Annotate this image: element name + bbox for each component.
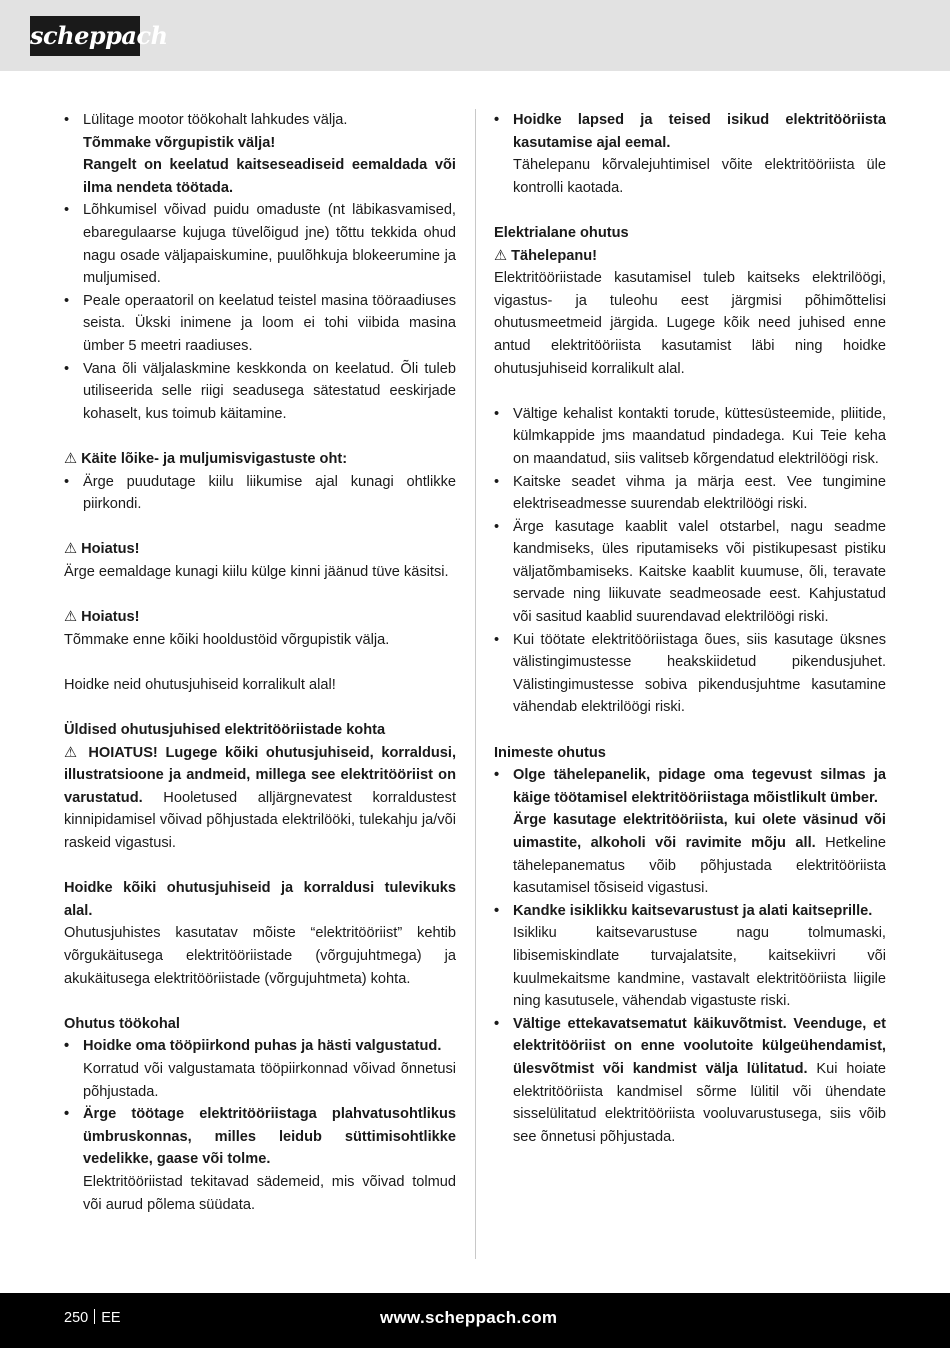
warning-triangle-icon: ⚠ [64, 541, 78, 558]
section-heading: Ohutus töökohal [64, 1015, 180, 1032]
paragraph: Ohutusjuhistes kasutatav mõiste “elektritööriist” kehtib võrgukäitusega elektritööriistade (võrgujuhtmega) ja akukäitusega elektritööriistade (võrgujuhtmeta) kohta. [64, 925, 456, 987]
paragraph: Hoidke kõiki ohutusjuhiseid ja korraldusi tulevikuks alal. [64, 880, 456, 919]
list-item: • Vana õli väljalaskmine keskkonda on keelatud. Õli tuleb utiliseerida selle riigi seadusega sätestatud eeskirjade kohaselt, kus toimub käitamine. [64, 358, 456, 426]
paragraph: ⚠ HOIATUS! Lugege kõiki ohutusjuhiseid, korraldusi, illustratsioone ja andmeid, millega see elektritööriist on varustatud. Hooletused alljärgnevatest korraldustest kinnipidamisel võivad põhjustada elektrilööki, tulekahju ja/või raskeid vigastusi. [64, 744, 456, 851]
list-item: • Lülitage mootor töökohalt lahkudes välja. Tõmmake võrgupistik välja! Rangelt on keelatud kaitseseadiseid eemaldada või ilma nendeta töötada. [64, 109, 456, 199]
list-item: • Peale operaatoril on keelatud teistel masina tööraadiuses seista. Ükski inimene ja loom ei tohi viibida masina ümber 5 meetri raadiuses. [64, 290, 456, 358]
warning-triangle-icon: ⚠ [64, 609, 78, 626]
section-heading: Üldised ohutusjuhised elektritööriistade kohta [64, 722, 386, 739]
list-item: • Vältige kehalist kontakti torude, küttesüsteemide, pliitide, külmkappide jms maandatud pindadega. Kui Teie keha on maandatud, siis valitseb kõrgendatud elektrilöögi risk. [494, 403, 886, 471]
list-item: • Ärge puudutage kiilu liikumise ajal kunagi ohtlikke piirkondi. [64, 471, 456, 516]
warning-heading: ⚠ Hoiatus! [64, 609, 140, 626]
section-heading: Elektrialane ohutus [494, 224, 629, 241]
paragraph: Ärge eemaldage kunagi kiilu külge kinni jäänud tüve käsitsi. [64, 563, 449, 580]
paragraph: Hoidke neid ohutusjuhiseid korralikult alal! [64, 676, 336, 693]
warning-triangle-icon: ⚠ [64, 744, 89, 761]
section-heading: Inimeste ohutus [494, 744, 606, 761]
warning-heading: ⚠ Hoiatus! [64, 541, 140, 558]
list-item: • Kaitske seadet vihma ja märja eest. Vee tungimine elektriseadmesse suurendab elektrilöögi riski. [494, 471, 886, 516]
left-column [64, 109, 456, 1216]
warning-triangle-icon: ⚠ [494, 247, 508, 264]
page-footer [0, 1293, 950, 1348]
right-column [494, 109, 886, 1148]
list-item: • Hoidke oma tööpiirkond puhas ja hästi valgustatud. Korratud või valgustamata tööpiirkonnad võivad õnnetusi põhjustada. [64, 1035, 456, 1103]
list-item: • Ärge töötage elektritööriistaga plahvatusohtlikus ümbruskonnas, milles leidub süttimisohtlikke vedelikke, gaase või tolme. Elektritööriistad tekitavad sädemeid, mis võivad tolmud või aurud põlema süüdata. [64, 1103, 456, 1216]
paragraph: Tõmmake enne kõiki hooldustöid võrgupistik välja. [64, 631, 390, 648]
scheppach-logo: scheppach [30, 16, 140, 56]
list-item: • Hoidke lapsed ja teised isikud elektritööriista kasutamise ajal eemal. Tähelepanu kõrvalejuhtimisel võite elektritööriista üle kontrolli kaotada. [494, 109, 886, 199]
paragraph: Elektritööriistade kasutamisel tuleb kaitseks elektrilöögi, vigastus- ja tuleohu eest järgmisi põhimõttelisi ohutusmeetmeid järgida. Lugege kõik need juhised enne antud elektritööriista kasutamist läbi ning hoidke ohutusjuhiseid korralikult alal. [494, 270, 886, 377]
page-number: 250 EE [64, 1310, 121, 1326]
list-item: • Kui töötate elektritööriistaga õues, siis kasutage üksnes välistingimustesse heakskiidetud pikendusjuhet. Välistingimustesse sobiva pikendusjuhtme kasutamine vähendab elektrilöögi riski. [494, 629, 886, 719]
list-item: • Ärge kasutage kaablit valel otstarbel, nagu seadme kandmiseks, üles riputamiseks või pistikupesast pistiku väljatõmbamiseks. Kaitske kaablit kuumuse, õli, teravate servade ning liikuvate seadmeosade eest. Kahjustatud või sasitud kaablid suurendavad elektrilöögi riski. [494, 516, 886, 629]
list-item: • Olge tähelepanelik, pidage oma tegevust silmas ja käige töötamisel elektritööriistaga mõistlikult ümber. Ärge kasutage elektritööriista, kui olete väsinud või uimastite, alkoholi või ravimite mõju all. Hetkeline tähelepanematus võib põhjustada elektritööriista kasutamisel tõsiseid vigastusi. [494, 764, 886, 900]
warning-heading: ⚠ Tähelepanu! [494, 247, 598, 264]
list-item: • Kandke isiklikku kaitsevarustust ja alati kaitseprille. Isikliku kaitsevarustuse nagu tolmumaski, libisemiskindlate turvajalatsite, kaitsekiivri või kuulmekaitsme kandmine, vastavalt elektritööriista liigile ning kasutusele, vähendab vigastuste riski. [494, 900, 886, 1013]
website-url: www.scheppach.com [380, 1308, 558, 1327]
list-item: • Lõhkumisel võivad puidu omaduste (nt läbikasvamised, ebaregulaarse kujuga tüvelõigud jne) tõttu tekkida ohud nagu osade väljapaiskumine, puulõhkuja blokeerumine ja muljumised. [64, 199, 456, 289]
section-heading: ⚠ Käite lõike- ja muljumisvigastuste oht: [64, 450, 348, 467]
column-divider [475, 109, 476, 1259]
list-item: • Vältige ettekavatsematut käikuvõtmist. Veenduge, et elektritööriist on enne voolutoite külgeühendamist, ülesvõtmist või kandmist välja lülitatud. Kui hoiate elektritööriista kandmisel sõrme lülitil või ühendate sisselülitatud elektritööriista vooluvarustusega, siis võib see õnnetusi põhjustada. [494, 1013, 886, 1149]
page-header [0, 0, 950, 71]
warning-triangle-icon: ⚠ [64, 450, 78, 467]
